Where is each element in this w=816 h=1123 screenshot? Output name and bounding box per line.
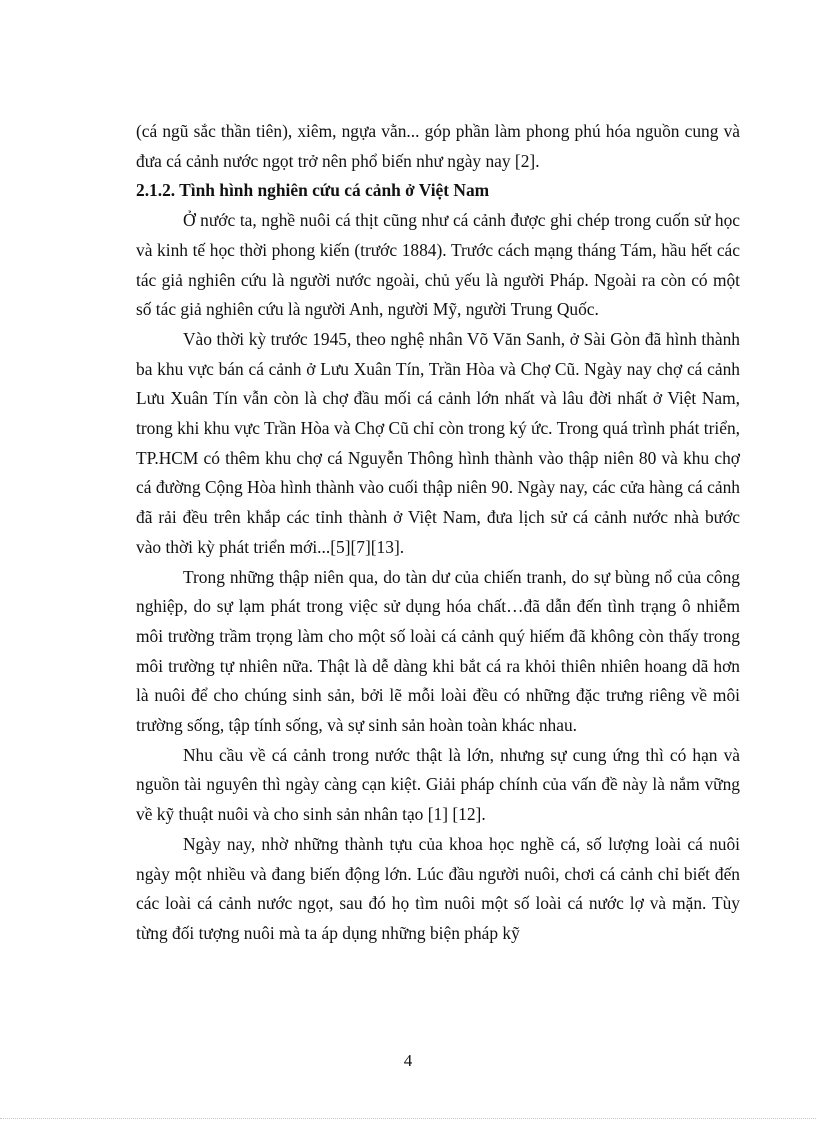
page-body — [136, 117, 740, 949]
section-heading: 2.1.2. Tình hình nghiên cứu cá cảnh ở Việt Nam — [136, 180, 490, 201]
page-number: 4 — [403, 1051, 413, 1070]
page-bottom-divider — [0, 1118, 816, 1119]
paragraph: Trong những thập niên qua, do tàn dư của chiến tranh, do sự bùng nổ của công nghiệp, do sự lạm phát trong việc sử dụng hóa chất…đã dẫn đến tình trạng ô nhiễm môi trường trầm trọng làm cho một số loài cá cảnh quý hiếm đã không còn thấy trong môi trường tự nhiên nữa. Thật là dễ dàng khi bắt cá ra khỏi thiên nhiên hoang dã hơn là nuôi để cho chúng sinh sản, bởi lẽ mỗi loài đều có những đặc trưng riêng về môi trường sống, tập tính sống, và sự sinh sản hoàn toàn khác nhau. — [136, 566, 740, 736]
paragraph: Nhu cầu về cá cảnh trong nước thật là lớn, nhưng sự cung ứng thì có hạn và nguồn tài nguyên thì ngày càng cạn kiệt. Giải pháp chính của vấn đề này là nắm vững về kỹ thuật nuôi và cho sinh sản nhân tạo [1] [12]. — [136, 744, 740, 825]
paragraph: Ở nước ta, nghề nuôi cá thịt cũng như cá cảnh được ghi chép trong cuốn sử học và kinh tế học thời phong kiến (trước 1884). Trước cách mạng tháng Tám, hầu hết các tác giả nghiên cứu là người nước ngoài, chủ yếu là người Pháp. Ngoài ra còn có một số tác giả nghiên cứu là người Anh, người Mỹ, người Trung Quốc. — [136, 210, 740, 320]
paragraph: Ngày nay, nhờ những thành tựu của khoa học nghề cá, số lượng loài cá nuôi ngày một nhiều và đang biến động lớn. Lúc đầu người nuôi, chơi cá cảnh chỉ biết đến các loài cá cảnh nước ngọt, sau đó họ tìm nuôi một số loài cá nước lợ và mặn. Tùy từng đối tượng nuôi mà ta áp dụng những biện pháp kỹ — [136, 833, 740, 943]
paragraph: Vào thời kỳ trước 1945, theo nghệ nhân Võ Văn Sanh, ở Sài Gòn đã hình thành ba khu vực bán cá cảnh ở Lưu Xuân Tín, Trần Hòa và Chợ Cũ. Ngày nay chợ cá cảnh Lưu Xuân Tín vẫn còn là chợ đầu mối cá cảnh lớn nhất và lâu đời nhất ở Việt Nam, trong khi khu vực Trần Hòa và Chợ Cũ chỉ còn trong ký ức. Trong quá trình phát triển, TP.HCM có thêm khu chợ cá Nguyễn Thông hình thành vào thập niên 80 và khu chợ cá đường Cộng Hòa hình thành vào cuối thập niên 90. Ngày nay, các cửa hàng cá cảnh đã rải đều trên khắp các tỉnh thành ở Việt Nam, đưa lịch sử cá cảnh nước nhà bước vào thời kỳ phát triển mới...[5][7][13]. — [136, 328, 740, 557]
paragraph-continuation: (cá ngũ sắc thần tiên), xiêm, ngựa vằn... góp phần làm phong phú hóa nguồn cung và đưa cá cảnh nước ngọt trở nên phổ biến như ngày nay [2]. — [136, 121, 740, 171]
